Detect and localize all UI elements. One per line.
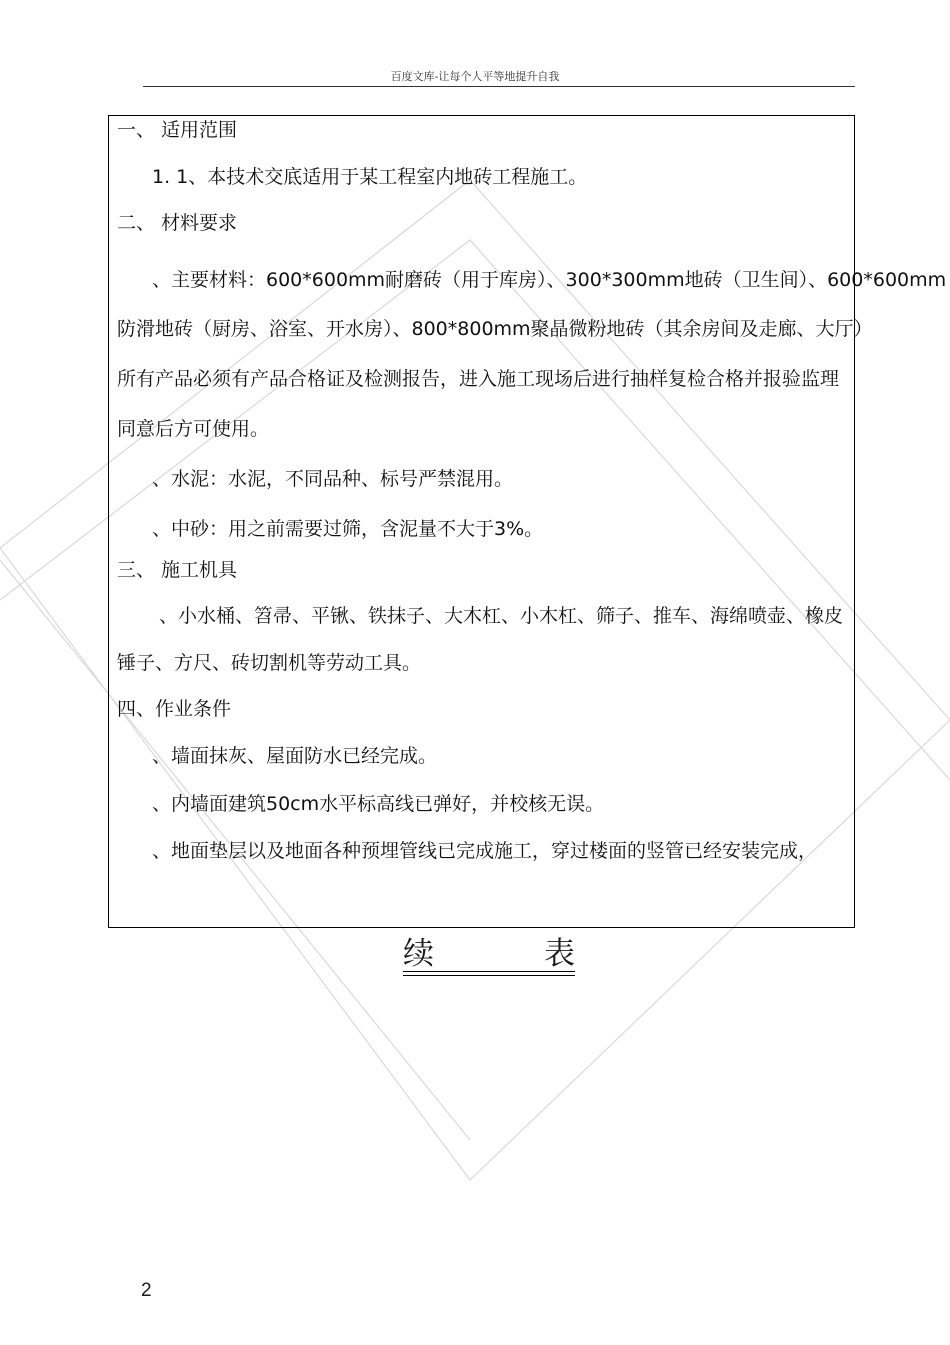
tools-text: 、小水桶、笤帚、平锹、铁抹子、大木杠、小木杠、筛子、推车、海绵喷壶、橡皮 [159, 605, 844, 627]
materials-main-cont-1: 防滑地砖（厨房、浴室、开水房）、800*800mm聚晶微粉地砖（其余房间及走廊、大厅） [117, 318, 873, 340]
section-heading-materials: 二、 材料要求 [117, 212, 238, 234]
content-table-cell [108, 115, 947, 928]
section-heading-conditions: 四、作业条件 [117, 698, 232, 720]
materials-sand: 、中砂：用之前需要过筛，含泥量不大于3%。 [152, 518, 544, 540]
scope-text: 1. 1、本技术交底适用于某工程室内地砖工程施工。 [152, 166, 588, 188]
tools-text-cont: 锤子、方尺、砖切割机等劳动工具。 [117, 652, 422, 674]
continued-table-title [403, 937, 575, 976]
materials-main-cont-3: 同意后方可使用。 [117, 418, 270, 440]
page-header: 百度文库-让每个人平等地提升自我 [390, 70, 560, 83]
section-heading-tools: 三、 施工机具 [117, 559, 238, 581]
continued-title-right: 表 [544, 936, 575, 972]
header-divider [143, 86, 855, 87]
materials-main: 、主要材料：600*600mm耐磨砖（用于库房）、300*300mm地砖（卫生间）、600*600mm [152, 269, 947, 291]
conditions-item-2: 、内墙面建筑50cm水平标高线已弹好，并校核无误。 [152, 793, 605, 815]
continued-title-underline [403, 971, 575, 972]
materials-cement: 、水泥：水泥，不同品种、标号严禁混用。 [152, 468, 514, 490]
conditions-item-1: 、墙面抹灰、屋面防水已经完成。 [152, 745, 438, 767]
conditions-item-3: 、地面垫层以及地面各种预埋管线已完成施工，穿过楼面的竖管已经安装完成， [152, 840, 818, 862]
materials-main-cont-2: 所有产品必须有产品合格证及检测报告，进入施工现场后进行抽样复检合格并报验监理 [117, 368, 840, 390]
continued-title-left: 续 [403, 936, 434, 972]
page-number: 2 [141, 1280, 152, 1301]
section-heading-scope: 一、 适用范围 [117, 119, 238, 141]
